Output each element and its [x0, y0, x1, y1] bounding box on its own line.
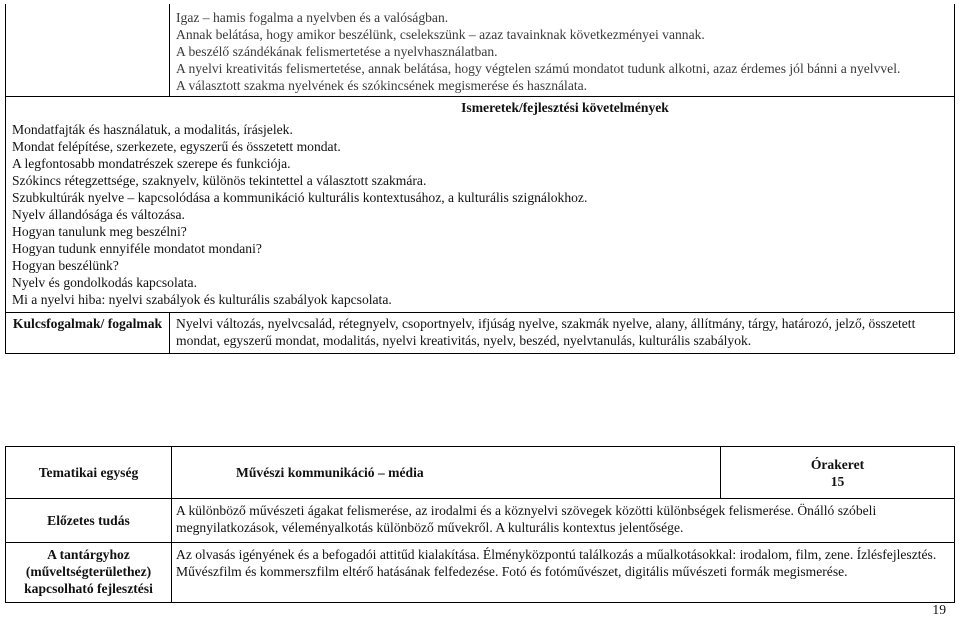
unit-table: [5, 446, 955, 603]
key-concepts-label-cell: [6, 313, 170, 354]
requirement-line: Mondat felépítése, szerkezete, egyszerű és összetett mondat.: [12, 139, 341, 154]
requirement-line: Nyelv és gondolkodás kapcsolata.: [12, 275, 197, 290]
prereq-label-cell: [6, 499, 172, 543]
unit-label-cell: [6, 447, 172, 499]
top-text-cell: [170, 4, 955, 97]
requirement-line: A legfontosabb mondatrészek szerepe és funkciója.: [12, 156, 291, 171]
unit-title: Művészi kommunikáció – média: [236, 465, 424, 480]
upper-table: [5, 4, 955, 354]
requirement-line: Szubkultúrák nyelve – kapcsolódása a kommunikáció kulturális kontextusához, a kulturális szignálokhoz.: [12, 190, 588, 205]
empty-label-cell: [6, 4, 170, 97]
top-line: A beszélő szándékának felismertetése a nyelvhasználatban.: [176, 44, 498, 59]
requirement-line: Nyelv állandósága és változása.: [12, 207, 185, 222]
key-concepts-text-cell: [170, 313, 955, 354]
top-line: Annak belátása, hogy amikor beszélünk, cselekszünk – azaz tavainknak következményei vannak.: [176, 27, 705, 42]
requirements-heading: Ismeretek/fejlesztési követelmények: [461, 100, 669, 115]
hours-label: Órakeret: [810, 456, 865, 472]
goals-text-cell: [172, 543, 955, 603]
unit-title-cell: [172, 447, 721, 499]
goals-label: A tantárgyhoz (műveltségterülethez) kapcsolható fejlesztési: [24, 547, 153, 596]
hours-value: 15: [830, 473, 845, 489]
requirement-line: Szókincs rétegzettsége, szaknyelv, különös tekintettel a választott szakmára.: [12, 173, 427, 188]
prereq-label: Előzetes tudás: [47, 513, 130, 528]
key-concepts-label: Kulcsfogalmak/ fogalmak: [12, 316, 163, 331]
top-line: A választott szakma nyelvének és szókincsének megismerése és használata.: [176, 78, 588, 93]
top-line: A nyelvi kreativitás felismertetése, annak belátása, hogy végtelen számú mondatot tudunk alkotni, azaz érdemes jól bánni a nyelvvel.: [176, 61, 901, 76]
requirements-cell: [6, 97, 955, 313]
goals-text: Az olvasás igényének és a befogadói attitűd kialakítása. Élményközpontú találkozás a műalkotásokkal: irodalom, film, zene. Ízlésfejlesztés. Művészfilm és kommerszfilm eltérő hatásának felfedezése. Fotó és fotóművészet, digitális művészeti formák megismerése.: [176, 547, 937, 579]
prereq-text: A különböző művészeti ágakat felismerése, az irodalmi és a köznyelvi szövegek közötti különbségek felismerése. Önálló szóbeli megnyilatkozások, véleményalkotás különböző művekről. A kulturális kontextus jelentősége.: [176, 503, 877, 535]
top-line: Igaz – hamis fogalma a nyelvben és a valóságban.: [176, 10, 449, 25]
unit-label: Tematikai egység: [38, 465, 139, 480]
requirement-line: Mondatfajták és használatuk, a modalitás, írásjelek.: [12, 122, 293, 137]
requirement-line: Hogyan tudunk ennyiféle mondatot mondani?: [12, 241, 262, 256]
requirement-line: Hogyan beszélünk?: [12, 258, 119, 273]
key-concepts-text: Nyelvi változás, nyelvcsalád, rétegnyelv, csoportnyelv, ifjúság nyelve, szakmák nyelve, alany, állítmány, tárgy, határozó, jelző, összetett mondat, egyszerű mondat, modalitás, nyelvi kreativitás, nyelv, beszéd, nyelvtanulás, kulturális szabályok.: [176, 316, 916, 348]
hours-cell: [721, 447, 955, 499]
goals-label-cell: [6, 543, 172, 603]
requirement-line: Hogyan tanulunk meg beszélni?: [12, 224, 187, 239]
page-number: 19: [932, 602, 946, 617]
requirement-line: Mi a nyelvi hiba: nyelvi szabályok és kulturális szabályok kapcsolata.: [12, 292, 392, 307]
prereq-text-cell: [172, 499, 955, 543]
